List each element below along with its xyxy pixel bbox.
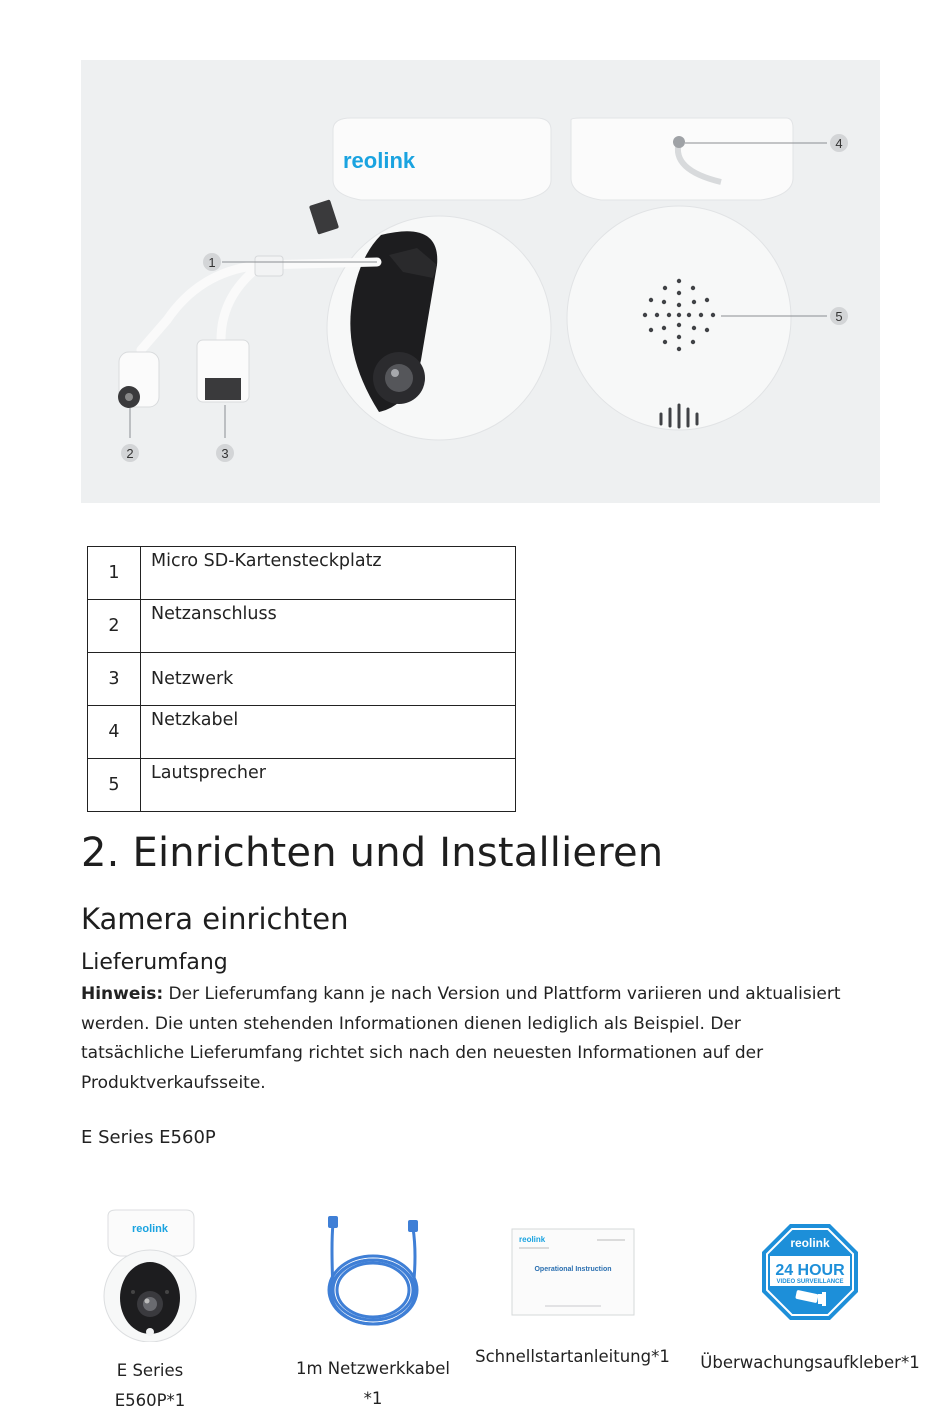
series-label: E Series E560P — [81, 1127, 216, 1148]
camera-logo: reolink — [131, 1223, 169, 1235]
sticker-line1: 24 HOUR — [775, 1262, 845, 1279]
table-row — [88, 706, 516, 759]
table-row — [88, 547, 516, 600]
part-number: 2 — [88, 600, 141, 653]
callout-4: 4 — [835, 136, 843, 151]
quickstart-guide-image — [511, 1228, 635, 1318]
card-title: Operational Instruction — [533, 1266, 612, 1273]
surveillance-sticker-image — [760, 1222, 860, 1322]
package-item-camera — [80, 1208, 220, 1416]
parts-table — [87, 546, 516, 812]
package-caption: Schnellstartanleitung*1 — [475, 1347, 670, 1366]
note-paragraph — [81, 980, 841, 1098]
part-label: Lautsprecher — [141, 759, 516, 812]
network-cable-image — [313, 1214, 433, 1334]
card-logo: reolink — [518, 1235, 545, 1244]
part-number: 4 — [88, 706, 141, 759]
sticker-brand: reolink — [790, 1236, 830, 1250]
package-caption: E Series E560P*1 — [114, 1361, 186, 1410]
package-item-quickstart — [470, 1228, 675, 1372]
package-item-cable — [292, 1214, 454, 1414]
table-row — [88, 653, 516, 706]
part-number: 1 — [88, 547, 141, 600]
table-row — [88, 600, 516, 653]
hero-brand-logo: reolink — [343, 148, 416, 173]
sticker-line2: VIDEO SURVEILLANCE — [776, 1279, 844, 1285]
section-subtitle: Kamera einrichten — [81, 902, 349, 936]
part-label: Micro SD-Kartensteckplatz — [141, 547, 516, 600]
table-row — [88, 759, 516, 812]
callout-2: 2 — [126, 446, 134, 461]
package-heading: Lieferumfang — [81, 950, 228, 975]
package-item-sticker — [695, 1222, 925, 1378]
package-caption: Überwachungsaufkleber*1 — [700, 1353, 920, 1372]
part-number: 5 — [88, 759, 141, 812]
product-diagram — [81, 60, 880, 503]
callout-3: 3 — [221, 446, 229, 461]
note-text: Der Lieferumfang kann je nach Version und Plattform variieren und aktualisiert werden. Die unten stehenden Informationen dienen lediglich als Beispiel. Der tatsächliche Lieferumfang richtet sich nach den neuesten Informationen auf der Produktverkaufsseite. — [81, 984, 841, 1093]
part-number: 3 — [88, 653, 141, 706]
part-label: Netzkabel — [141, 706, 516, 759]
note-label: Hinweis: — [81, 984, 164, 1004]
part-label: Netzwerk — [141, 653, 516, 706]
package-caption: 1m Netzwerkkabel *1 — [295, 1359, 450, 1408]
part-label: Netzanschluss — [141, 600, 516, 653]
callout-5: 5 — [835, 309, 843, 324]
camera-image — [100, 1208, 200, 1342]
callout-1: 1 — [208, 255, 216, 270]
section-title: 2. Einrichten und Installieren — [81, 830, 664, 876]
